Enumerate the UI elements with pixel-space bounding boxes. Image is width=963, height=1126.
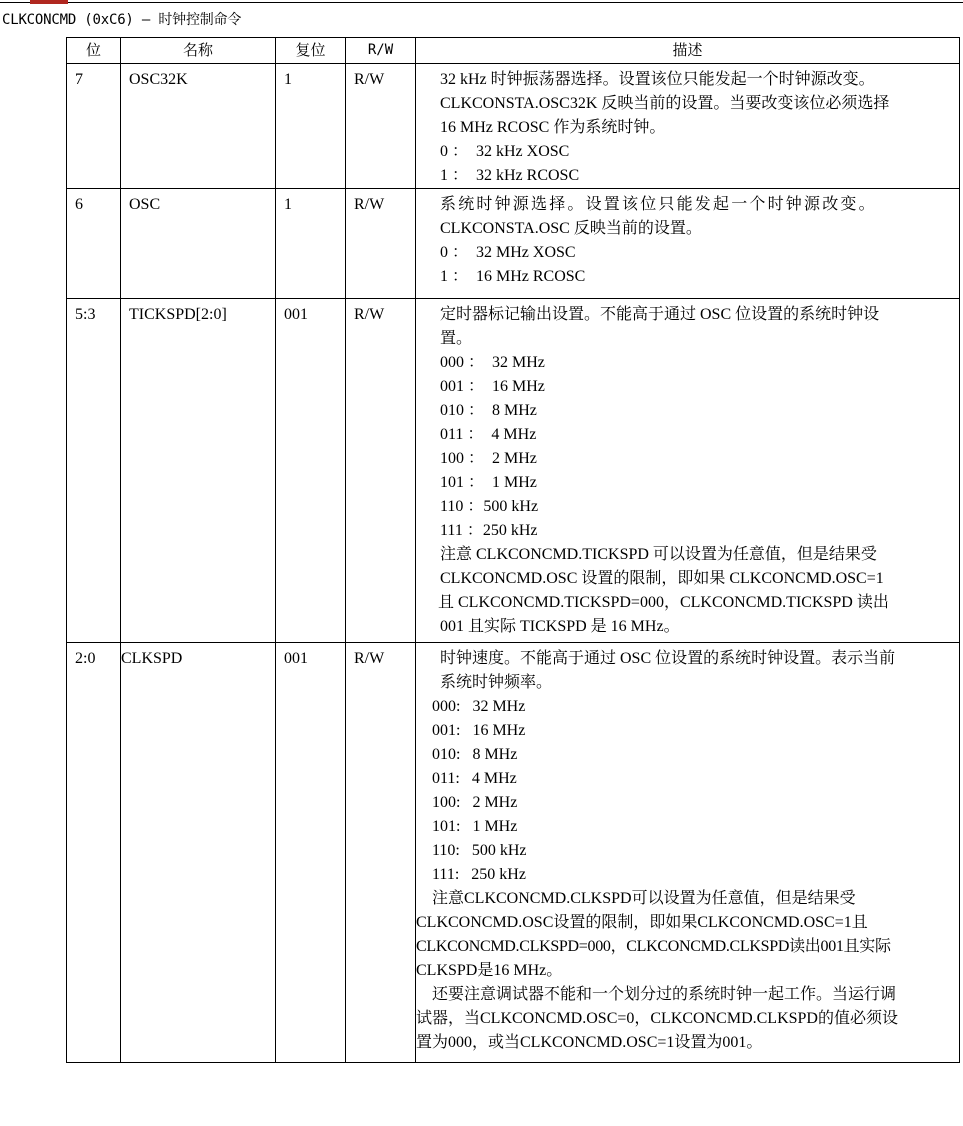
- desc-option: 001 ： 16 MHz: [440, 378, 545, 395]
- desc-line: 系统时钟频率。: [440, 674, 553, 691]
- register-table: [66, 37, 960, 1063]
- cell-name: CLKSPD: [121, 643, 276, 1063]
- desc-option: 000 ： 32 MHz: [440, 354, 545, 371]
- cell-rw: R/W: [346, 643, 416, 1063]
- desc-line: 16 MHz RCOSC 作为系统时钟。: [440, 119, 666, 136]
- desc-option: 010 ： 8 MHz: [440, 402, 537, 419]
- cell-name: OSC32K: [121, 64, 276, 189]
- cell-reset: 001: [276, 643, 346, 1063]
- col-header-reset: 复位: [276, 38, 346, 64]
- table-row: [67, 64, 960, 189]
- desc-option: 011 ： 4 MHz: [440, 426, 537, 443]
- desc-option: 001: 16 MHz: [432, 722, 526, 739]
- desc-option: 101 ： 1 MHz: [440, 474, 537, 491]
- desc-option: 0 ： 32 MHz XOSC: [440, 244, 576, 261]
- cell-reset: 001: [276, 299, 346, 643]
- cell-description: [416, 643, 960, 1063]
- desc-option: 100 ： 2 MHz: [440, 450, 537, 467]
- cell-reset: 1: [276, 189, 346, 299]
- desc-option: 111 ：250 kHz: [440, 522, 538, 539]
- desc-option: 101: 1 MHz: [432, 818, 518, 835]
- cell-bit: 2:0: [67, 643, 121, 1063]
- desc-option: 000: 32 MHz: [432, 698, 526, 715]
- desc-note: CLKCONCMD.OSC设置的限制，即如果CLKCONCMD.OSC=1且: [416, 914, 868, 931]
- table-row: [67, 189, 960, 299]
- desc-option: 011: 4 MHz: [432, 770, 517, 787]
- desc-line: 定时器标记输出设置。不能高于通过 OSC 位设置的系统时钟设: [440, 306, 880, 323]
- desc-line: CLKCONSTA.OSC32K 反映当前的设置。当要改变该位必须选择: [440, 95, 890, 112]
- cell-description: [416, 189, 960, 299]
- desc-note: 且 CLKCONCMD.TICKSPD=000，CLKCONCMD.TICKSPD 读出: [438, 594, 889, 611]
- cell-bit: 5:3: [67, 299, 121, 643]
- col-header-description: 描述: [416, 38, 960, 64]
- header-accent-mark: [30, 0, 68, 4]
- desc-note: 还要注意调试器不能和一个划分过的系统时钟一起工作。当运行调: [432, 986, 897, 1003]
- desc-option: 110: 500 kHz: [432, 842, 527, 859]
- col-header-rw: R/W: [346, 38, 416, 64]
- desc-note: 001 且实际 TICKSPD 是 16 MHz。: [440, 618, 680, 635]
- desc-note: 置为000，或当CLKCONCMD.OSC=1设置为001。: [416, 1034, 763, 1051]
- top-rule: [0, 2, 963, 3]
- desc-option: 1 ： 32 kHz RCOSC: [440, 167, 580, 184]
- col-header-name: 名称: [121, 38, 276, 64]
- register-heading: CLKCONCMD (0xC6) – 时钟控制命令: [2, 12, 242, 28]
- col-header-bit: 位: [67, 38, 121, 64]
- desc-line: 时钟速度。不能高于通过 OSC 位设置的系统时钟设置。表示当前: [440, 650, 896, 667]
- desc-note: 注意 CLKCONCMD.TICKSPD 可以设置为任意值，但是结果受: [440, 546, 877, 563]
- cell-rw: R/W: [346, 189, 416, 299]
- cell-name: TICKSPD[2:0]: [121, 299, 276, 643]
- desc-line: 系统时钟源选择。设置该位只能发起一个时钟源改变。: [440, 196, 877, 213]
- desc-option: 1 ： 16 MHz RCOSC: [440, 268, 586, 285]
- cell-bit: 7: [67, 64, 121, 189]
- table-row: [67, 643, 960, 1063]
- desc-option: 0 ： 32 kHz XOSC: [440, 143, 570, 160]
- cell-reset: 1: [276, 64, 346, 189]
- desc-option: 100: 2 MHz: [432, 794, 518, 811]
- cell-rw: R/W: [346, 299, 416, 643]
- desc-line: 32 kHz 时钟振荡器选择。设置该位只能发起一个时钟源改变。: [440, 71, 875, 88]
- desc-note: CLKCONCMD.OSC 设置的限制，即如果 CLKCONCMD.OSC=1: [440, 570, 884, 587]
- table-row: [67, 299, 960, 643]
- cell-rw: R/W: [346, 64, 416, 189]
- cell-name: OSC: [121, 189, 276, 299]
- desc-option: 111: 250 kHz: [432, 866, 526, 883]
- table-header-row: [67, 38, 960, 64]
- desc-line: CLKCONSTA.OSC 反映当前的设置。: [440, 220, 702, 237]
- desc-line: 置。: [440, 330, 473, 347]
- cell-bit: 6: [67, 189, 121, 299]
- desc-note: CLKCONCMD.CLKSPD=000，CLKCONCMD.CLKSPD读出001且实际: [416, 938, 891, 955]
- desc-option: 110 ：500 kHz: [440, 498, 539, 515]
- desc-note: 注意CLKCONCMD.CLKSPD可以设置为任意值，但是结果受: [432, 890, 856, 907]
- desc-option: 010: 8 MHz: [432, 746, 518, 763]
- cell-description: [416, 299, 960, 643]
- cell-description: [416, 64, 960, 189]
- desc-note: CLKSPD是16 MHz。: [416, 962, 563, 979]
- desc-note: 试器，当CLKCONCMD.OSC=0，CLKCONCMD.CLKSPD的值必须设: [416, 1010, 898, 1027]
